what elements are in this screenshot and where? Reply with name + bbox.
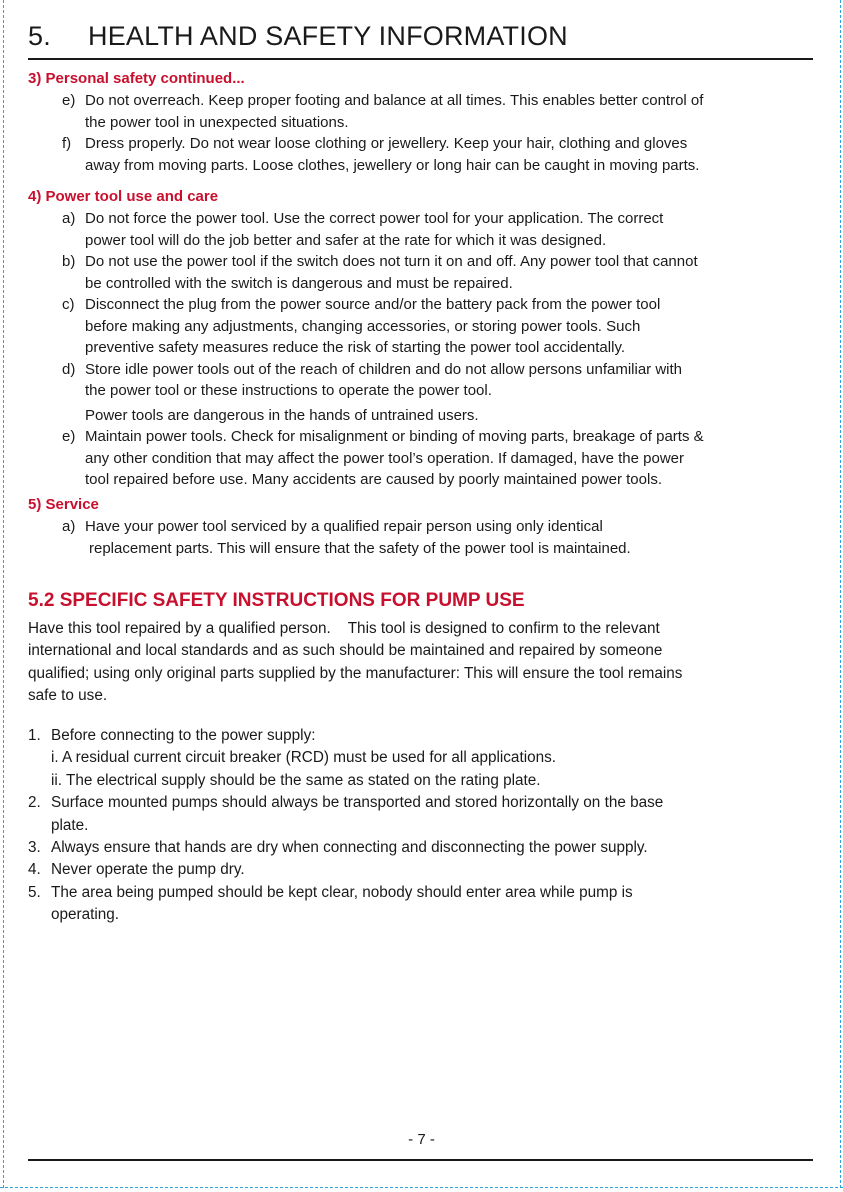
item-line: Power tools are dangerous in the hands of untrained users.	[85, 406, 479, 424]
item-marker: b)	[62, 253, 76, 270]
item-marker: c)	[62, 296, 75, 313]
power-tool-use-section	[28, 186, 818, 491]
item-line: Do not use the power tool if the switch does not turn it on and off. Any power tool that cannot	[85, 253, 698, 270]
item-line: power tool will do the job better and safer at the rate for which it was designed.	[85, 231, 607, 249]
item-line: the power tool in unexpected situations.	[85, 113, 349, 131]
intro-line: Have this tool repaired by a qualified person. This tool is designed to confirm to the relevant	[28, 620, 660, 637]
left-margin-guide	[3, 0, 4, 1188]
item-number: 2.	[28, 794, 41, 812]
list-item	[28, 859, 818, 881]
item-line: preventive safety measures reduce the risk of starting the power tool accidentally.	[85, 339, 625, 356]
item-marker: e)	[62, 428, 76, 445]
list-item	[28, 725, 818, 792]
intro-line: qualified; using only original parts supplied by the manufacturer: This will ensure the tool remains	[28, 664, 683, 682]
title-rule	[28, 58, 813, 60]
item-line: Before connecting to the power supply:	[51, 727, 316, 744]
item-line: replacement parts. This will ensure that the safety of the power tool is maintained.	[89, 539, 631, 557]
item-line: Do not overreach. Keep proper footing and balance at all times. This enables better control of	[85, 92, 704, 109]
item-number: 1.	[28, 727, 41, 744]
item-line: before making any adjustments, changing accessories, or storing power tools. Such	[85, 317, 641, 335]
service-section	[28, 494, 818, 559]
section-title: HEALTH AND SAFETY INFORMATION	[88, 21, 568, 51]
pump-safety-title: 5.2 SPECIFIC SAFETY INSTRUCTIONS FOR PUMP USE	[28, 590, 525, 611]
item-line: Never operate the pump dry.	[51, 861, 245, 879]
item-line: Dress properly. Do not wear loose clothing or jewellery. Keep your hair, clothing and gloves	[85, 135, 688, 152]
list-item	[28, 133, 818, 176]
service-heading: 5) Service	[28, 496, 99, 513]
item-line: tool repaired before use. Many accidents are caused by poorly maintained power tools.	[85, 471, 662, 488]
item-line: Always ensure that hands are dry when connecting and disconnecting the power supply.	[51, 839, 648, 857]
item-line: Do not force the power tool. Use the correct power tool for your application. The correct	[85, 210, 664, 227]
personal-safety-section	[28, 68, 818, 176]
personal-safety-heading: 3) Personal safety continued...	[28, 70, 245, 87]
bottom-margin-guide	[0, 1187, 843, 1188]
item-marker: a)	[62, 518, 76, 535]
list-item	[28, 426, 818, 491]
page-number: - 7 -	[408, 1131, 435, 1148]
list-item	[28, 251, 818, 294]
item-line: away from moving parts. Loose clothes, jewellery or long hair can be caught in moving parts.	[85, 156, 700, 174]
item-line: operating.	[51, 906, 120, 924]
list-item	[28, 792, 818, 837]
list-item	[28, 359, 818, 427]
item-line: Surface mounted pumps should always be transported and stored horizontally on the base	[51, 794, 664, 812]
pump-intro-paragraph	[28, 618, 818, 708]
list-item	[28, 90, 818, 133]
pump-instruction-list	[28, 725, 818, 927]
list-item	[28, 208, 818, 251]
footer-rule	[28, 1159, 813, 1161]
list-item	[28, 837, 818, 859]
item-line: any other condition that may affect the power tool’s operation. If damaged, have the power	[85, 449, 684, 467]
item-number: 3.	[28, 839, 41, 857]
item-line: the power tool or these instructions to operate the power tool.	[85, 382, 492, 399]
right-margin-guide	[840, 0, 841, 1188]
page-title	[28, 21, 568, 52]
item-line: The area being pumped should be kept clear, nobody should enter area while pump is	[51, 883, 633, 901]
item-line: plate.	[51, 816, 89, 834]
item-line: Disconnect the plug from the power source and/or the battery pack from the power tool	[85, 296, 661, 313]
list-item	[28, 294, 818, 359]
list-item	[28, 882, 818, 927]
item-number: 5.	[28, 883, 41, 901]
item-line: Store idle power tools out of the reach of children and do not allow persons unfamiliar with	[85, 360, 683, 378]
item-marker: a)	[62, 210, 76, 227]
power-tool-use-heading: 4) Power tool use and care	[28, 188, 219, 205]
item-marker: f)	[62, 135, 72, 152]
sub-item: ii. The electrical supply should be the same as stated on the rating plate.	[51, 771, 541, 789]
item-line: Maintain power tools. Check for misalignment or binding of moving parts, breakage of parts &	[85, 428, 704, 445]
item-marker: d)	[62, 360, 76, 378]
sub-item: i. A residual current circuit breaker (RCD) must be used for all applications.	[51, 749, 557, 767]
intro-line: safe to use.	[28, 687, 108, 705]
intro-line: international and local standards and as such should be maintained and repaired by someone	[28, 642, 663, 660]
item-number: 4.	[28, 861, 41, 879]
item-line: Have your power tool serviced by a qualified repair person using only identical	[85, 518, 603, 535]
item-marker: e)	[62, 92, 76, 109]
list-item	[28, 516, 818, 559]
section-number: 5.	[28, 21, 51, 51]
item-line: be controlled with the switch is dangerous and must be repaired.	[85, 274, 513, 292]
